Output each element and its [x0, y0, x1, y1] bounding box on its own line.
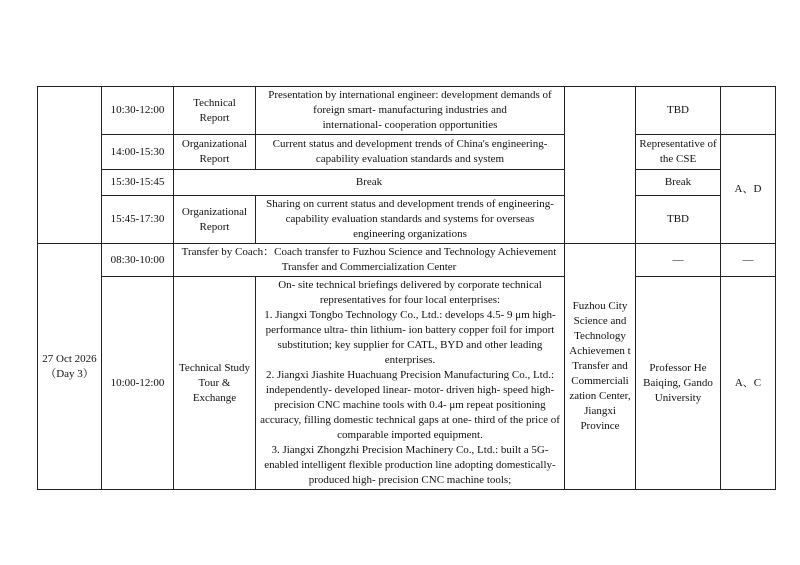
date-cell-day3: [38, 244, 102, 490]
time-cell: 10:30-12:00: [102, 87, 174, 135]
speaker-cell: TBD: [636, 87, 721, 135]
speaker-cell: —: [636, 244, 721, 277]
speaker-cell: Break: [636, 170, 721, 196]
transfer-cell: Transfer by Coach：Coach transfer to Fuzhou Science and Technology Achievement Transfer and Commercialization Center: [174, 244, 565, 277]
day-label: （Day 3）: [45, 367, 94, 380]
code-cell: A、C: [721, 277, 776, 490]
time-cell: 15:30-15:45: [102, 170, 174, 196]
schedule-table: [37, 86, 776, 490]
time-cell: 14:00-15:30: [102, 135, 174, 170]
speaker-cell: Professor He Baiqing, Gando University: [636, 277, 721, 490]
content-cell: Current status and development trends of China's engineering- capability evaluation standards and system: [256, 135, 565, 170]
time-cell: 15:45-17:30: [102, 196, 174, 244]
time-cell: 10:00-12:00: [102, 277, 174, 490]
content-cell: Presentation by international engineer: development demands of foreign smart- manufacturing industries and international- cooperation opportunities: [256, 87, 565, 135]
date-cell-day2: [38, 87, 102, 244]
table-row: [38, 277, 776, 490]
table-row: [38, 196, 776, 244]
type-cell: Organizational Report: [174, 135, 256, 170]
date-text: 27 Oct 2026: [42, 352, 97, 365]
type-cell: Technical Report: [174, 87, 256, 135]
table-row: [38, 170, 776, 196]
table-row: [38, 87, 776, 135]
type-cell: Technical Study Tour & Exchange: [174, 277, 256, 490]
venue-cell-day2: [565, 87, 636, 244]
venue-cell-day3: Fuzhou City Science and Technology Achievemen t Transfer and Commerciali zation Center, Jiangxi Province: [565, 244, 636, 490]
code-cell-top: [721, 87, 776, 135]
content-cell: On- site technical briefings delivered by corporate technical representatives for four local enterprises: 1. Jiangxi Tongbo Technology Co., Ltd.: develops 4.5- 9 μm high- performance ultra- thin lithium- ion battery copper foil for import substitution; key supplier for CATL, BYD and other leading enterprises. 2. Jiangxi Jiashite Huachuang Precision Manufacturing Co., Ltd.: independently- developed linear- motor- driven high- speed high- precision CNC machine tools with 0.4- μm repeat positioning accuracy, filling domestic technical gaps at one- third of the price of comparable imported equipment. 3. Jiangxi Zhongzhi Precision Machinery Co., Ltd.: built a 5G- enabled intelligent flexible production line adopting domestically- produced high- precision CNC machine tools;: [256, 277, 565, 490]
speaker-cell: TBD: [636, 196, 721, 244]
break-cell: Break: [174, 170, 565, 196]
table-row: [38, 244, 776, 277]
speaker-cell: Representative of the CSE: [636, 135, 721, 170]
time-cell: 08:30-10:00: [102, 244, 174, 277]
code-cell: A、D: [721, 135, 776, 244]
code-cell: —: [721, 244, 776, 277]
table-row: [38, 135, 776, 170]
type-cell: Organizational Report: [174, 196, 256, 244]
content-cell: Sharing on current status and development trends of engineering- capability evaluation standards and systems for overseas engineering organizations: [256, 196, 565, 244]
